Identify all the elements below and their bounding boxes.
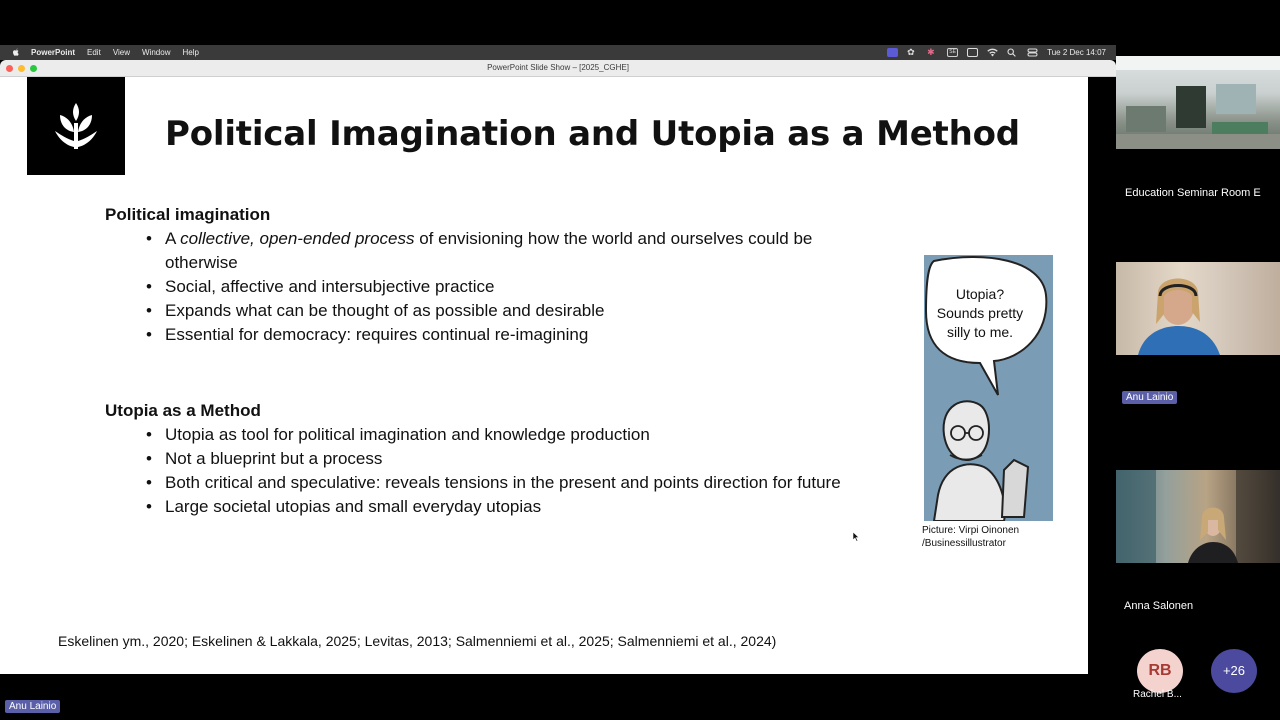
list-item: • Large societal utopias and small everyday utopias: [145, 495, 885, 519]
window-titlebar: [0, 60, 1116, 77]
battery-icon[interactable]: [967, 48, 978, 57]
speech-line-3: silly to me.: [946, 324, 1014, 340]
bullet-prefix: A: [165, 229, 181, 248]
slide[interactable]: [0, 77, 1088, 674]
participant-name-rachel: Rachel B...: [1133, 689, 1182, 700]
speech-bubble-text: [924, 285, 1036, 342]
list-item: • Essential for democracy: requires continual re-imagining: [145, 323, 885, 347]
participants-panel: [1116, 0, 1280, 720]
list-item: • Utopia as tool for political imagination and knowledge production: [145, 423, 885, 447]
menu-help[interactable]: Help: [182, 48, 199, 57]
presenter-name-badge: Anu Lainio: [5, 700, 60, 713]
menu-window[interactable]: Window: [142, 48, 171, 57]
apple-icon[interactable]: [11, 48, 21, 58]
list-item: • Expands what can be thought of as possible and desirable: [145, 299, 885, 323]
teams-icon[interactable]: ✿: [907, 47, 915, 57]
menu-view[interactable]: View: [112, 48, 131, 57]
utopia-method-list: [145, 423, 885, 519]
search-icon[interactable]: [1007, 48, 1018, 57]
video-tile-room[interactable]: [1116, 56, 1280, 149]
political-imagination-list: [145, 227, 885, 347]
input-source-badge[interactable]: SE: [947, 48, 958, 57]
avatar-rachel[interactable]: RB: [1137, 649, 1183, 693]
speech-line-1: Utopia?: [955, 286, 1005, 302]
control-center-icon[interactable]: [1027, 48, 1038, 57]
bullet-emphasis: collective, open-ended process: [180, 229, 415, 248]
participant-name-anna: Anna Salonen: [1124, 600, 1194, 612]
comic-illustration: [924, 255, 1053, 521]
section-heading-political-imagination: Political imagination: [105, 205, 271, 224]
slide-title: Political Imagination and Utopia as a Method: [165, 114, 1020, 154]
menu-clock[interactable]: Tue 2 Dec 14:07: [1047, 48, 1106, 57]
list-item: • Not a blueprint but a process: [145, 447, 885, 471]
more-participants-button[interactable]: +26: [1211, 649, 1257, 693]
caption-line-2: /Businessillustrator: [922, 538, 1006, 549]
list-item: • Both critical and speculative: reveals tensions in the present and points direction for future: [145, 471, 885, 495]
menu-app-name[interactable]: PowerPoint: [31, 48, 76, 57]
video-tile-participant[interactable]: [1116, 470, 1280, 563]
logo-icon: [27, 77, 125, 175]
references-text: Eskelinen ym., 2020; Eskelinen & Lakkala, 2025; Levitas, 2013; Salmenniemi et al., 2025; Salmenniemi et al., 2024): [58, 633, 777, 649]
list-item: [145, 227, 825, 275]
screen-share-icon[interactable]: [887, 48, 898, 57]
caption-line-1: Picture: Virpi Oinonen: [922, 525, 1020, 536]
comic-caption: [922, 524, 1019, 550]
status-area: [887, 45, 1106, 60]
active-speaker-badge: Anu Lainio: [1122, 391, 1177, 404]
participant-name-room: Education Seminar Room E: [1125, 187, 1261, 199]
speech-line-2: Sounds pretty: [936, 305, 1024, 321]
menu-bar: [0, 45, 1116, 60]
bullet-suffix: of envisioning how the world and ourselves could be otherwise: [165, 229, 813, 272]
window-title: PowerPoint Slide Show – [2025_CGHE]: [487, 63, 629, 72]
list-item: • Social, affective and intersubjective practice: [145, 275, 885, 299]
section-heading-utopia-method: Utopia as a Method: [105, 401, 261, 420]
mouse-cursor-icon: [853, 532, 860, 542]
menu-edit[interactable]: Edit: [87, 48, 101, 57]
slack-icon[interactable]: ✱: [927, 47, 935, 57]
video-tile-speaker[interactable]: [1116, 262, 1280, 355]
wifi-icon[interactable]: [987, 48, 998, 57]
